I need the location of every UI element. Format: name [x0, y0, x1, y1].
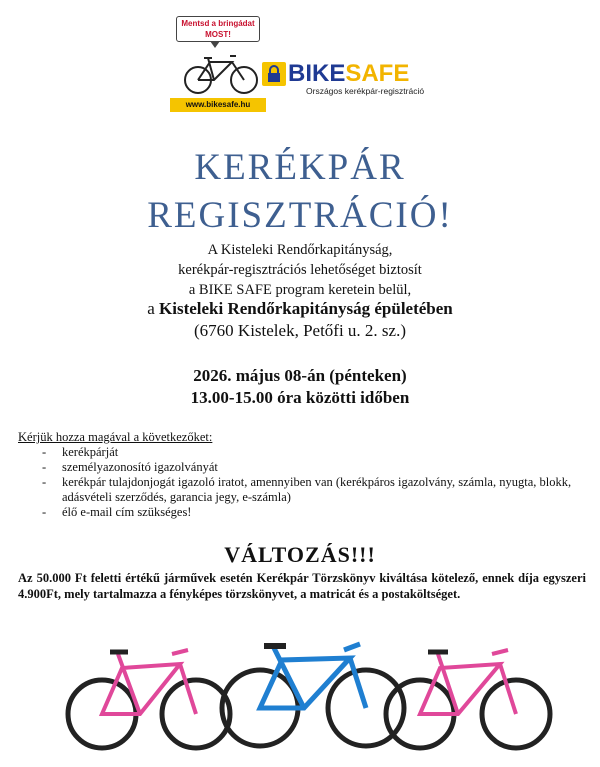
- bring-list-section: [18, 430, 588, 520]
- lock-icon: [262, 62, 286, 86]
- speech-bubble: [176, 16, 260, 42]
- brand-wordmark: [262, 60, 409, 88]
- intro-text: [0, 240, 600, 300]
- bubble-line-2: MOST!: [205, 30, 231, 39]
- change-title: VÁLTOZÁS!!!: [224, 542, 376, 567]
- list-item: - kerékpár tulajdonjogát igazoló iratot, amennyiben van (kerékpáros igazolvány, számla, nyugta, blokk, adásvételi szerződés, garancia jegy, e-számla): [42, 475, 572, 504]
- brand-tagline: Országos kerékpár-regisztráció: [306, 86, 425, 96]
- pink-bicycle-right: [386, 650, 550, 748]
- title-line-2: REGISZTRÁCIÓ!: [147, 195, 453, 236]
- list-item: - személyazonosító igazolványát: [42, 460, 218, 474]
- bubble-line-1: Mentsd a bringádat: [181, 19, 255, 28]
- bring-list-title: Kérjük hozza magával a következőket:: [18, 430, 213, 444]
- intro-line-2: kerékpár-regisztrációs lehetőséget biztosít: [178, 262, 422, 278]
- event-day: 2026. május 08-án (pénteken): [193, 366, 407, 385]
- blue-bicycle-center: [222, 644, 404, 746]
- location-address: (6760 Kistelek, Petőfi u. 2. sz.): [194, 321, 406, 340]
- location-place: Kisteleki Rendőrkapitányság épületében: [159, 299, 453, 318]
- pink-bicycle-left: [68, 650, 230, 748]
- brand-bike: BIKE: [288, 60, 346, 87]
- bicycle-icon: [182, 52, 262, 96]
- title-line-1: KERÉKPÁR: [194, 147, 406, 188]
- event-date: [0, 365, 600, 409]
- event-time: 13.00-15.00 óra közötti időben: [190, 388, 410, 407]
- brand-safe: SAFE: [345, 60, 410, 87]
- list-item: - kerékpárját: [42, 445, 119, 459]
- bicycles-illustration: [60, 636, 560, 756]
- change-text: Az 50.000 Ft feletti értékű járművek esetén Kerékpár Törzskönyv kiváltása kötelező, ennek díja egyszeri 4.900Ft, mely tartalmazza a fényképes törzskönyvet, a matricát és a postaköltséget.: [18, 571, 586, 601]
- list-item: - élő e-mail cím szükséges!: [42, 505, 192, 519]
- bikesafe-logo: [170, 12, 450, 120]
- bring-list: [18, 445, 588, 520]
- intro-line-1: A Kisteleki Rendőrkapitányság,: [207, 242, 393, 258]
- location: [0, 298, 600, 342]
- website-url: www.bikesafe.hu: [170, 98, 266, 112]
- location-prefix: a: [147, 299, 160, 318]
- bubble-tail: [210, 41, 220, 48]
- intro-line-3: a BIKE SAFE program keretein belül,: [188, 282, 412, 298]
